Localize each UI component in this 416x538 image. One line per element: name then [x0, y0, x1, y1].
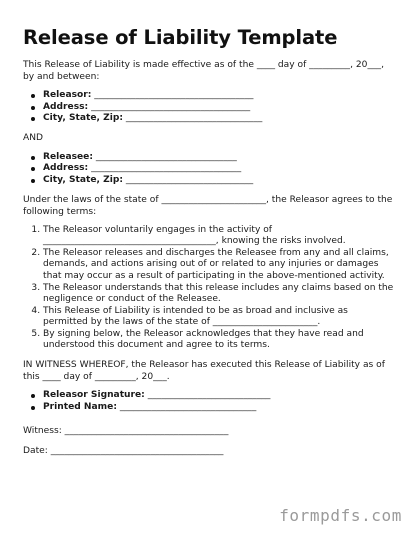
releasor-signature-blank: ___________________________ — [144, 390, 271, 401]
and-text: AND — [23, 132, 44, 143]
releasee-address-blank: _________________________________ — [88, 163, 242, 174]
printed-name-blank: ______________________________ — [116, 401, 257, 412]
term-item: 1. The Releasor voluntarily engages in the activity of ______________________________________, knowing the risks involved. — [43, 225, 395, 248]
releasee-address-item — [43, 163, 395, 175]
printed-name-label: Printed Name: — [43, 401, 117, 412]
laws-paragraph: Under the laws of the state of _______________________, the Releasor agrees to the following terms: — [23, 195, 393, 217]
releasor-address-label: Address: — [43, 101, 89, 112]
releasee-city-blank: ____________________________ — [123, 174, 254, 185]
term-item: 3. The Releasor understands that this release includes any claims based on the negligence or conduct of the Releasee. — [43, 283, 395, 306]
terms-list — [23, 225, 395, 353]
footer-watermark: formpdfs.com — [279, 506, 402, 525]
witness-line: Witness: ____________________________________ — [23, 426, 229, 437]
document-title: Release of Liability Template — [23, 26, 338, 49]
witness-whereof-paragraph: IN WITNESS WHEREOF, the Releasor has executed this Release of Liability as of this ____ day of _________, 20___. — [23, 360, 385, 382]
releasor-city-label: City, State, Zip: — [43, 113, 124, 124]
date-line: Date: ______________________________________ — [23, 446, 224, 457]
signature-list — [23, 390, 395, 413]
releasor-address-blank: ___________________________________ — [88, 101, 251, 112]
releasor-city-item — [43, 113, 395, 125]
intro-paragraph: This Release of Liability is made effective as of the ____ day of _________, 20___, by and between: — [23, 60, 384, 82]
releasor-signature-item — [43, 390, 395, 402]
releasee-name-blank: _______________________________ — [92, 151, 237, 162]
releasor-city-blank: ______________________________ — [123, 113, 263, 124]
releasee-city-item — [43, 175, 395, 187]
releasee-list — [23, 152, 395, 187]
releasee-name-label: Releasee: — [43, 151, 93, 162]
printed-name-item — [43, 402, 395, 414]
releasor-list — [23, 90, 395, 125]
releasee-city-label: City, State, Zip: — [43, 174, 124, 185]
term-item: 4. This Release of Liability is intended to be as broad and inclusive as permitted by the laws of the state of _______________________. — [43, 306, 395, 329]
releasor-signature-label: Releasor Signature: — [43, 390, 145, 401]
document-page — [23, 26, 395, 458]
releasor-name-item — [43, 90, 395, 102]
releasor-name-blank: ___________________________________ — [91, 90, 254, 101]
term-item: 5. By signing below, the Releasor acknowledges that they have read and understood this document and agree to its terms. — [43, 329, 395, 352]
releasor-address-item — [43, 102, 395, 114]
releasor-name-label: Releasor: — [43, 90, 92, 101]
term-item: 2. The Releasor releases and discharges the Releasee from any and all claims, demands, and actions arising out of or related to any injuries or damages that may occur as a result of participating in the above-mentioned activity. — [43, 248, 395, 283]
releasee-address-label: Address: — [43, 163, 89, 174]
releasee-name-item — [43, 152, 395, 164]
